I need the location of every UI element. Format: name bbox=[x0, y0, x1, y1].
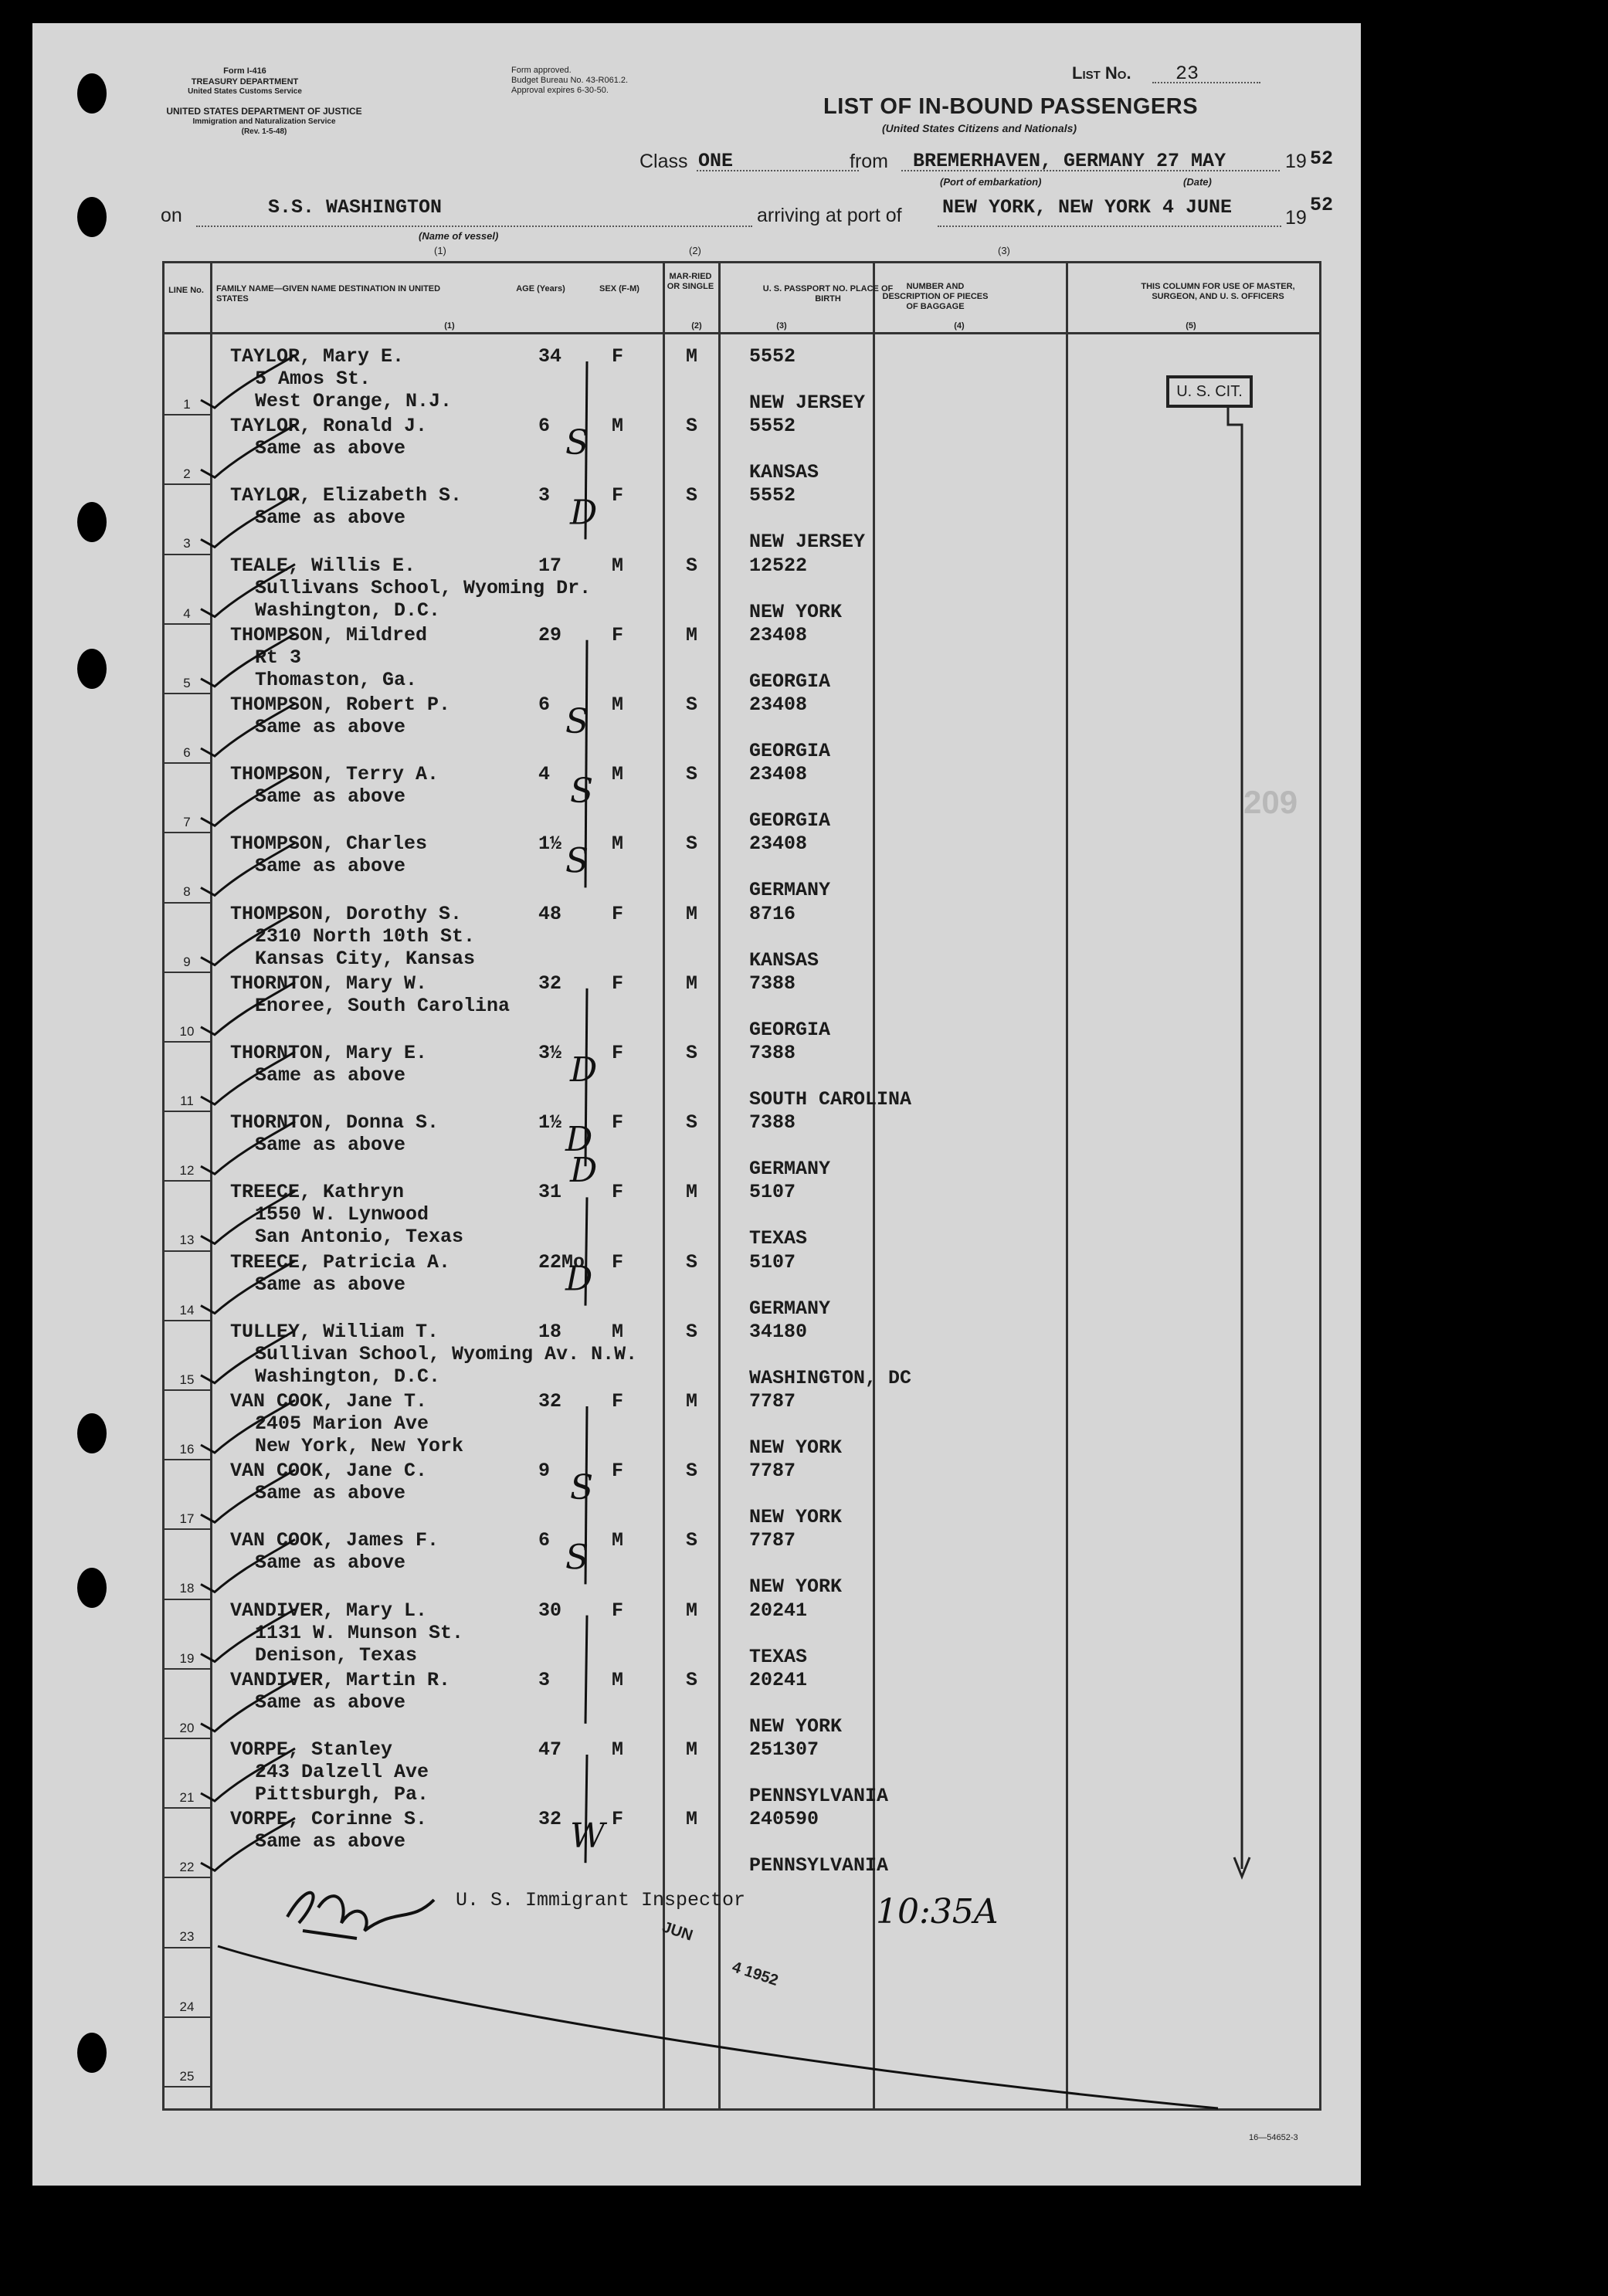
passenger-sex: M bbox=[612, 694, 624, 716]
passenger-age: 30 bbox=[538, 1599, 562, 1622]
binder-hole bbox=[77, 502, 107, 542]
passenger-address: West Orange, N.J. bbox=[255, 390, 453, 412]
check-mark bbox=[201, 1539, 295, 1592]
passenger-address: Same as above bbox=[255, 1691, 406, 1714]
passenger-name: TULLEY, William T. bbox=[230, 1320, 439, 1343]
place-of-birth: NEW YORK bbox=[749, 1714, 843, 1738]
place-of-birth: GEORGIA bbox=[749, 809, 831, 833]
passenger-address: 1550 W. Lynwood bbox=[255, 1203, 429, 1226]
place-of-birth: PENNSYLVANIA bbox=[749, 1854, 889, 1877]
passport-number: 251307 bbox=[749, 1738, 819, 1761]
line-number: 19 bbox=[179, 1650, 195, 1666]
check-mark bbox=[201, 773, 295, 826]
vessel-col-number: (1) bbox=[434, 245, 446, 256]
passenger-address: 1131 W. Munson St. bbox=[255, 1621, 464, 1644]
place-of-birth: NEW YORK bbox=[749, 1506, 843, 1529]
margin-mark: D bbox=[565, 1120, 593, 1160]
passport-number: 12522 bbox=[749, 554, 808, 577]
passenger-address: Same as above bbox=[255, 1273, 406, 1296]
customs-heading: United States Customs Service bbox=[188, 87, 302, 96]
check-mark bbox=[201, 1261, 295, 1314]
line-number: 24 bbox=[179, 1999, 195, 2014]
passenger-sex: F bbox=[612, 1042, 624, 1064]
passenger-name: VANDIVER, Mary L. bbox=[230, 1599, 428, 1622]
line-number: 4 bbox=[183, 605, 191, 621]
place-of-birth: GERMANY bbox=[749, 879, 831, 902]
passenger-marital-status: S bbox=[686, 833, 698, 856]
passenger-sex: F bbox=[612, 902, 624, 925]
passenger-address: Same as above bbox=[255, 716, 406, 738]
passenger-marital-status: S bbox=[686, 763, 698, 786]
line-number: 23 bbox=[179, 1929, 195, 1945]
passport-number: 5552 bbox=[749, 484, 796, 507]
justice-heading: UNITED STATES DEPARTMENT OF JUSTICE bbox=[166, 106, 362, 117]
passenger-address: Same as above bbox=[255, 1552, 406, 1575]
approval-expires: Approval expires 6-30-50. bbox=[511, 86, 609, 95]
check-mark bbox=[201, 565, 295, 617]
passenger-age: 22Mo bbox=[538, 1250, 585, 1273]
passenger-address: 2310 North 10th St. bbox=[255, 924, 476, 948]
passenger-marital-status: S bbox=[686, 1111, 698, 1134]
arriving-label: arriving at port of bbox=[757, 205, 902, 226]
check-mark bbox=[201, 1470, 295, 1522]
budget-bureau: Budget Bureau No. 43-R061.2. bbox=[511, 76, 629, 85]
check-mark bbox=[201, 1121, 295, 1174]
check-mark bbox=[201, 425, 295, 477]
passenger-name: TREECE, Kathryn bbox=[230, 1181, 405, 1204]
place-of-birth: GERMANY bbox=[749, 1297, 831, 1320]
passenger-name: VORPE, Stanley bbox=[230, 1738, 393, 1761]
check-mark bbox=[201, 1052, 295, 1104]
passenger-name: THOMPSON, Dorothy S. bbox=[230, 902, 463, 925]
passenger-age: 3 bbox=[538, 1668, 551, 1691]
passenger-sex: M bbox=[612, 763, 624, 786]
passport-number: 7787 bbox=[749, 1529, 796, 1552]
passenger-address: Kansas City, Kansas bbox=[255, 947, 476, 970]
passenger-marital-status: M bbox=[686, 1738, 698, 1761]
check-mark bbox=[201, 843, 295, 895]
margin-mark: S bbox=[565, 841, 589, 881]
line-number: 8 bbox=[183, 884, 191, 900]
passenger-marital-status: M bbox=[686, 345, 698, 368]
treasury-heading: TREASURY DEPARTMENT bbox=[191, 77, 299, 86]
passenger-marital-status: M bbox=[686, 902, 698, 925]
footer-code: 16—54652-3 bbox=[1249, 2133, 1298, 2142]
passport-number: 8716 bbox=[749, 902, 796, 925]
place-of-birth: GEORGIA bbox=[749, 670, 831, 693]
on-label: on bbox=[161, 205, 182, 226]
date-stamp-day-year: 4 1952 bbox=[730, 1959, 781, 1989]
check-mark bbox=[201, 1609, 295, 1662]
passport-number: 5107 bbox=[749, 1250, 796, 1273]
col-header-married: MAR-RIED OR SINGLE bbox=[667, 272, 714, 291]
margin-mark: W bbox=[570, 1816, 606, 1857]
passenger-marital-status: S bbox=[686, 1042, 698, 1064]
passport-number: 7388 bbox=[749, 1042, 796, 1064]
line-number: 20 bbox=[179, 1720, 195, 1735]
passenger-marital-status: S bbox=[686, 1320, 698, 1343]
passenger-age: 18 bbox=[538, 1320, 562, 1343]
check-mark bbox=[201, 634, 295, 687]
passenger-sex: F bbox=[612, 484, 624, 507]
passenger-address: 243 Dalzell Ave bbox=[255, 1761, 429, 1783]
passport-number: 7787 bbox=[749, 1390, 796, 1413]
vessel-caption: (Name of vessel) bbox=[419, 230, 499, 242]
passenger-age: 32 bbox=[538, 1808, 562, 1831]
line-number: 22 bbox=[179, 1860, 195, 1875]
passport-number: 5552 bbox=[749, 415, 796, 438]
check-mark bbox=[201, 704, 295, 756]
passport-number: 5552 bbox=[749, 345, 796, 368]
passenger-sex: M bbox=[612, 554, 624, 577]
passenger-name: THORNTON, Donna S. bbox=[230, 1111, 439, 1134]
place-of-birth: TEXAS bbox=[749, 1227, 808, 1250]
from-label: from bbox=[850, 151, 888, 172]
line-number: 6 bbox=[183, 745, 191, 760]
col-header-baggage: NUMBER AND DESCRIPTION OF PIECES OF BAGGAGE bbox=[882, 282, 989, 311]
binder-hole bbox=[77, 649, 107, 689]
form-approved: Form approved. bbox=[511, 66, 572, 75]
from-year: 52 bbox=[1310, 148, 1334, 170]
passenger-marital-status: M bbox=[686, 623, 698, 646]
class-label: Class bbox=[639, 151, 688, 172]
passenger-name: THORNTON, Mary E. bbox=[230, 1042, 428, 1064]
col-header-name: FAMILY NAME—GIVEN NAME DESTINATION IN UNITED STATES bbox=[216, 284, 441, 304]
passenger-name: TAYLOR, Mary E. bbox=[230, 345, 405, 368]
place-of-birth: GERMANY bbox=[749, 1158, 831, 1181]
check-mark bbox=[201, 1679, 295, 1731]
place-of-birth: GEORGIA bbox=[749, 1018, 831, 1041]
passport-number: 7388 bbox=[749, 972, 796, 995]
passenger-address: Enoree, South Carolina bbox=[255, 994, 511, 1017]
passenger-sex: F bbox=[612, 1390, 624, 1413]
passenger-address: Thomaston, Ga. bbox=[255, 668, 418, 691]
arrival-time-note: 10:35A bbox=[876, 1892, 999, 1931]
passenger-age: 32 bbox=[538, 1390, 562, 1413]
list-no-label: List No. bbox=[1072, 63, 1131, 83]
place-of-birth: TEXAS bbox=[749, 1645, 808, 1668]
passenger-name: THOMPSON, Mildred bbox=[230, 623, 428, 646]
passenger-name: TREECE, Patricia A. bbox=[230, 1250, 451, 1273]
margin-mark: S bbox=[570, 772, 594, 812]
inspector-label: U. S. Immigrant Inspector bbox=[456, 1889, 746, 1911]
manifest-page: Form I-416 TREASURY DEPARTMENT United States Customs Service UNITED STATES DEPARTMENT OF JUSTICE Immigration and Naturalization Service (Rev. 1-5-48) Form approved. Budget Bureau No. 43-R061.2. Approval expires 6-30-50. List No. 23 LIST OF IN-BOUND PASSENGERS (United States Citizens and Nationals) Class ONE from BREMERHAVEN, GERMANY 27 MAY 19 52 (Port of embarkation) (Date) on S.S. WASHINGTON (Name of vessel) (1) arriving at port of NEW YORK, NEW YORK 4 JUNE 19 52 (2) (3) LINE No. FAMILY NAME—GIVEN NAME DESTINATION IN UNITED STATES AGE (Years) SEX (F-M) MAR-RIED OR SINGLE U. S. PASSPORT NO. PLACE OF BIRTH NUMBER AND DESCRIPTION OF PIECES OF BAGGAGE THIS COLUMN FOR USE OF MASTER, SURGEON, AND U. S. OFFICERS (1) (2) (3) (4) (5) 1 2 3 4 5 6 7 8 9 10 11 12 13 14 15 16 17 18 19 20 21 22 23 24 25 TAYLOR, Mary E. 5 Amos St. West Orange, N.J. 34 F M 5552 NEW JERSEY TAYLOR, Ronald J. Same as above 6 M S 5552 KANSAS TAYLOR, Elizabeth S. Same as above 3 F S 5552 NEW JERSEY TEALE, Willis E. Sullivans School, Wyoming Dr. Washington, D.C. 17 M S 12522 NEW YORK THOMPSON, Mildred Rt 3 Thomaston, Ga. 29 F M 23408 GEORGIA THOMPSON, Robert P. Same as above 6 M S 23408 GEORGIA THOMPSON, Terry A. Same as above 4 M S 23408 GEORGIA THOMPSON, Charles Same as above 1½ M S 23408 GERMANY THOMPSON, Dorothy S. 2310 North 10th St. Kansas City, Kansas 48 F M 8716 KANSAS THORNTON, Mary W. Enoree, South Carolina 32 F M 7388 GEORGIA THORNTON, Mary E. Same as above 3½ F S 7388 SOUTH CAROLINA THORNTON, Donna S. Same as above 1½ F S 7388 GERMANY TREECE, Kathryn 1550 W. Lynwood San Antonio, Texas 31 F M 5107 TEXAS TREECE, Patricia A. Same as above 22Mo F S 5107 GERMANY TULLEY, William T. Sullivan School, Wyoming Av. N.W. Washington, D.C. 18 M S 34180 WASHINGTON, DC VAN COOK, Jane T. 2405 Marion Ave New York, New York 32 F M 7787 NEW YORK VAN COOK, Jane C. Same as above 9 F S 7787 NEW YORK VAN COOK, James F. Same as above 6 M S 7787 NEW YORK VANDIVER, Mary L. 1131 W. Munson St. Denison, Texas 30 F M 20241 TEXAS VANDIVER, Martin R. Same as above 3 M S 20241 NEW YORK VORPE, Stanley 243 Dalzell Ave Pittsburgh, Pa. 47 M M 251307 PENNSYLVANIA VORPE, Corinne S. Same as above 32 F M 240590 PENNSYLVANIA U. S. CIT. 209 U. S. Immigrant Inspector JUN 4 1952 10:35A 16—54652-3 S D S S S D D D D S S W bbox=[32, 23, 1361, 2186]
passenger-name: TAYLOR, Elizabeth S. bbox=[230, 484, 463, 507]
passenger-age: 31 bbox=[538, 1181, 562, 1204]
passenger-address: Same as above bbox=[255, 1064, 406, 1087]
passenger-marital-status: M bbox=[686, 1599, 698, 1622]
line-number: 11 bbox=[180, 1094, 194, 1108]
passenger-sex: F bbox=[612, 1250, 624, 1273]
passenger-sex: F bbox=[612, 1181, 624, 1204]
place-of-birth: KANSAS bbox=[749, 461, 819, 484]
passport-number: 23408 bbox=[749, 763, 808, 786]
passenger-address: Same as above bbox=[255, 785, 406, 809]
check-mark bbox=[201, 1818, 295, 1870]
line-number: 2 bbox=[183, 466, 191, 482]
binder-hole bbox=[77, 73, 107, 114]
line-number: 10 bbox=[179, 1023, 195, 1039]
line-number: 3 bbox=[183, 536, 191, 551]
passenger-age: 3 bbox=[538, 484, 551, 507]
passenger-address: Washington, D.C. bbox=[255, 599, 441, 622]
passenger-name: VAN COOK, Jane C. bbox=[230, 1460, 428, 1483]
passenger-age: 4 bbox=[538, 763, 551, 786]
passenger-address: San Antonio, Texas bbox=[255, 1226, 464, 1249]
passenger-name: VANDIVER, Martin R. bbox=[230, 1668, 451, 1691]
list-no-value: 23 bbox=[1175, 63, 1199, 85]
arr-year: 52 bbox=[1310, 194, 1334, 216]
passenger-marital-status: M bbox=[686, 1390, 698, 1413]
line-number: 7 bbox=[183, 815, 191, 830]
passenger-sex: F bbox=[612, 1808, 624, 1831]
passenger-name: VORPE, Corinne S. bbox=[230, 1808, 428, 1831]
passenger-marital-status: S bbox=[686, 1250, 698, 1273]
passenger-name: THOMPSON, Robert P. bbox=[230, 694, 451, 716]
passenger-address: Denison, Texas bbox=[255, 1643, 418, 1667]
check-mark bbox=[201, 1748, 295, 1801]
line-number: 17 bbox=[179, 1511, 195, 1527]
passport-number: 23408 bbox=[749, 623, 808, 646]
passenger-sex: F bbox=[612, 1111, 624, 1134]
passenger-sex: F bbox=[612, 345, 624, 368]
document-subtitle: (United States Citizens and Nationals) bbox=[882, 122, 1077, 134]
date-caption: (Date) bbox=[1183, 176, 1212, 188]
col3-caption: (3) bbox=[998, 245, 1010, 256]
passenger-marital-status: M bbox=[686, 1181, 698, 1204]
margin-mark: D bbox=[565, 1259, 593, 1299]
passenger-marital-status: S bbox=[686, 1668, 698, 1691]
passenger-sex: M bbox=[612, 415, 624, 438]
passenger-sex: M bbox=[612, 1738, 624, 1761]
passenger-marital-status: M bbox=[686, 1808, 698, 1831]
passport-number: 23408 bbox=[749, 833, 808, 856]
passenger-age: 1½ bbox=[538, 833, 562, 856]
form-id: Form I-416 bbox=[223, 66, 266, 76]
margin-mark: S bbox=[565, 702, 589, 741]
from-value: BREMERHAVEN, GERMANY 27 MAY bbox=[913, 150, 1226, 172]
passenger-marital-status: S bbox=[686, 1529, 698, 1552]
place-of-birth: SOUTH CAROLINA bbox=[749, 1088, 912, 1111]
passenger-address: 5 Amos St. bbox=[255, 368, 371, 390]
col-header-line: LINE No. bbox=[168, 286, 204, 295]
passenger-address: 2405 Marion Ave bbox=[255, 1413, 429, 1435]
passenger-age: 1½ bbox=[538, 1111, 562, 1134]
passport-number: 7787 bbox=[749, 1460, 796, 1483]
passenger-name: VAN COOK, James F. bbox=[230, 1529, 439, 1552]
passenger-marital-status: S bbox=[686, 694, 698, 716]
margin-mark: D bbox=[570, 1050, 598, 1090]
passport-number: 240590 bbox=[749, 1808, 819, 1831]
place-of-birth: WASHINGTON, DC bbox=[749, 1366, 912, 1389]
line-number: 18 bbox=[179, 1581, 195, 1596]
passenger-sex: F bbox=[612, 1460, 624, 1483]
binder-hole bbox=[77, 1568, 107, 1608]
check-mark bbox=[201, 982, 295, 1035]
passport-number: 7388 bbox=[749, 1111, 796, 1134]
passenger-address: Same as above bbox=[255, 1482, 406, 1505]
margin-mark: D bbox=[570, 1151, 598, 1191]
passenger-sex: M bbox=[612, 1529, 624, 1552]
check-mark bbox=[201, 494, 295, 547]
passenger-sex: M bbox=[612, 1320, 624, 1343]
passenger-address: Same as above bbox=[255, 1134, 406, 1157]
place-of-birth: NEW JERSEY bbox=[749, 392, 866, 414]
place-of-birth: PENNSYLVANIA bbox=[749, 1785, 889, 1807]
family-bracket bbox=[585, 1616, 587, 1724]
passenger-sex: F bbox=[612, 1599, 624, 1622]
us-citizen-stamp: U. S. CIT. bbox=[1166, 375, 1253, 408]
passenger-name: THOMPSON, Charles bbox=[230, 833, 428, 856]
passenger-address: Rt 3 bbox=[255, 646, 302, 669]
passenger-age: 3½ bbox=[538, 1042, 562, 1064]
passenger-address: Pittsburgh, Pa. bbox=[255, 1783, 429, 1806]
passenger-name: THORNTON, Mary W. bbox=[230, 972, 428, 995]
passenger-address: Sullivan School, Wyoming Av. N.W. bbox=[255, 1342, 638, 1365]
line-number: 1 bbox=[183, 397, 191, 412]
check-marks bbox=[32, 23, 1361, 2186]
margin-mark: S bbox=[565, 423, 589, 463]
passenger-address: Same as above bbox=[255, 1830, 406, 1853]
line-number: 21 bbox=[179, 1790, 195, 1805]
binder-hole bbox=[77, 197, 107, 237]
line-number: 12 bbox=[179, 1163, 195, 1179]
line-number: 14 bbox=[179, 1302, 195, 1318]
passenger-marital-status: S bbox=[686, 484, 698, 507]
date-stamp-month: JUN bbox=[660, 1918, 695, 1945]
passport-number: 23408 bbox=[749, 694, 808, 716]
from-year-prefix: 19 bbox=[1285, 151, 1307, 172]
passenger-sex: M bbox=[612, 833, 624, 856]
document-title: LIST OF IN-BOUND PASSENGERS bbox=[823, 94, 1199, 119]
passenger-age: 47 bbox=[538, 1738, 562, 1761]
check-mark bbox=[201, 355, 295, 408]
margin-mark: D bbox=[570, 493, 598, 533]
passenger-age: 29 bbox=[538, 623, 562, 646]
passenger-age: 34 bbox=[538, 345, 562, 368]
passenger-name: THOMPSON, Terry A. bbox=[230, 763, 439, 786]
line-number: 15 bbox=[179, 1372, 195, 1387]
passenger-age: 48 bbox=[538, 902, 562, 925]
line-number: 5 bbox=[183, 675, 191, 690]
passenger-address: Same as above bbox=[255, 437, 406, 460]
arr-year-prefix: 19 bbox=[1285, 207, 1307, 229]
col-header-age: AGE (Years) bbox=[516, 284, 565, 293]
passport-number: 34180 bbox=[749, 1320, 808, 1343]
passenger-age: 32 bbox=[538, 972, 562, 995]
arrival-port: NEW YORK, NEW YORK 4 JUNE bbox=[942, 196, 1233, 219]
place-of-birth: GEORGIA bbox=[749, 740, 831, 762]
check-mark bbox=[201, 1400, 295, 1453]
passenger-marital-status: S bbox=[686, 1460, 698, 1483]
binder-hole bbox=[77, 2033, 107, 2073]
passenger-age: 17 bbox=[538, 554, 562, 577]
passport-number: 20241 bbox=[749, 1668, 808, 1691]
passenger-name: TEALE, Willis E. bbox=[230, 554, 416, 577]
col-header-officers: THIS COLUMN FOR USE OF MASTER, SURGEON, AND U. S. OFFICERS bbox=[1141, 282, 1295, 301]
stamp-number: 209 bbox=[1243, 784, 1298, 820]
place-of-birth: NEW JERSEY bbox=[749, 531, 866, 554]
passenger-address: New York, New York bbox=[255, 1435, 464, 1457]
place-of-birth: KANSAS bbox=[749, 948, 819, 972]
passenger-age: 6 bbox=[538, 1529, 551, 1552]
class-value: ONE bbox=[698, 150, 734, 172]
passenger-sex: F bbox=[612, 972, 624, 995]
revision: (Rev. 1-5-48) bbox=[241, 127, 287, 136]
port-caption: (Port of embarkation) bbox=[940, 176, 1042, 188]
margin-mark: S bbox=[570, 1468, 594, 1508]
passenger-address: Washington, D.C. bbox=[255, 1365, 441, 1388]
vessel-name: S.S. WASHINGTON bbox=[268, 196, 443, 219]
passenger-address: Same as above bbox=[255, 855, 406, 878]
margin-mark: S bbox=[565, 1538, 589, 1578]
binder-hole bbox=[77, 1413, 107, 1453]
place-of-birth: NEW YORK bbox=[749, 600, 843, 623]
passenger-age: 6 bbox=[538, 694, 551, 716]
place-of-birth: NEW YORK bbox=[749, 1575, 843, 1599]
check-mark bbox=[201, 1191, 295, 1243]
passport-number: 5107 bbox=[749, 1181, 796, 1204]
line-number: 13 bbox=[179, 1233, 195, 1248]
place-of-birth: NEW YORK bbox=[749, 1436, 843, 1459]
passport-number: 20241 bbox=[749, 1599, 808, 1622]
passenger-marital-status: S bbox=[686, 415, 698, 438]
passenger-sex: M bbox=[612, 1668, 624, 1691]
passenger-name: VAN COOK, Jane T. bbox=[230, 1390, 428, 1413]
line-number: 16 bbox=[179, 1442, 195, 1457]
passenger-marital-status: M bbox=[686, 972, 698, 995]
col-header-sex: SEX (F-M) bbox=[599, 284, 639, 293]
passenger-age: 6 bbox=[538, 415, 551, 438]
check-mark bbox=[201, 1331, 295, 1383]
line-number: 9 bbox=[183, 954, 191, 969]
passenger-age: 9 bbox=[538, 1460, 551, 1483]
line-number: 25 bbox=[179, 2068, 195, 2084]
passenger-name: TAYLOR, Ronald J. bbox=[230, 415, 428, 438]
col2-caption: (2) bbox=[689, 245, 701, 256]
passenger-address: Sullivans School, Wyoming Dr. bbox=[255, 576, 592, 599]
passenger-address: Same as above bbox=[255, 507, 406, 530]
passenger-marital-status: S bbox=[686, 554, 698, 577]
passenger-sex: F bbox=[612, 623, 624, 646]
check-mark bbox=[201, 913, 295, 965]
ins-heading: Immigration and Naturalization Service bbox=[192, 117, 336, 126]
col-header-passport: U. S. PASSPORT NO. PLACE OF BIRTH bbox=[762, 284, 894, 304]
